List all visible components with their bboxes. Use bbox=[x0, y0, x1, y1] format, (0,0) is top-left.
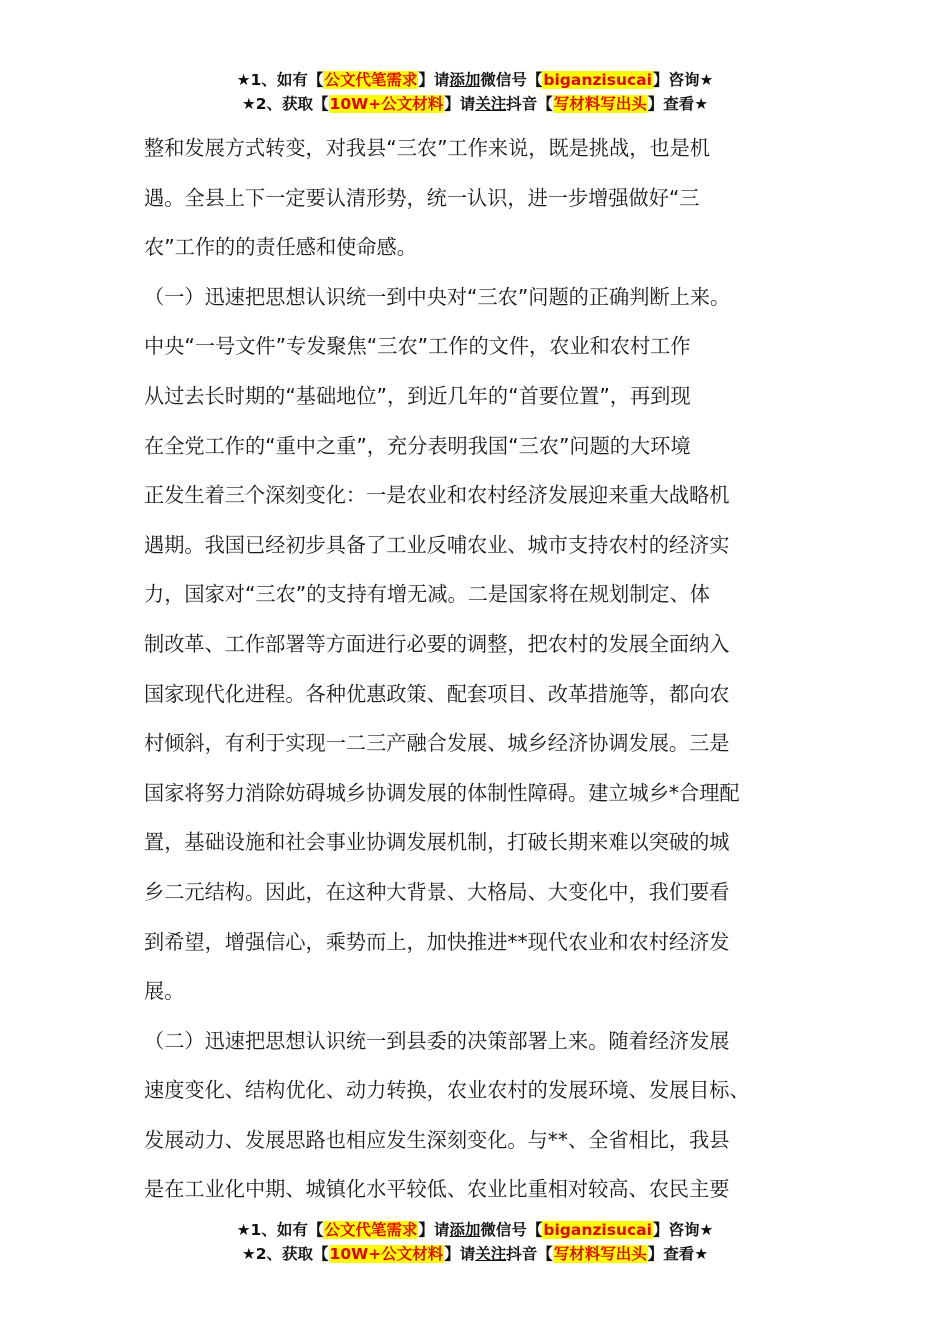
banner-text: 抖音【 bbox=[506, 95, 553, 113]
text-line: 国家将努力消除妨碍城乡协调发展的体制性障碍。建立城乡*合理配 bbox=[144, 780, 740, 805]
text-line: 置，基础设施和社会事业协调发展机制，打破长期来难以突破的城 bbox=[144, 830, 730, 855]
text-line: 速度变化、结构优化、动力转换，农业农村的发展环境、发展目标、 bbox=[144, 1078, 750, 1103]
text-line: 整和发展方式转变，对我县“三农”工作来说，既是挑战，也是机 bbox=[144, 136, 710, 160]
banner-line-2 bbox=[0, 92, 950, 116]
text-line: 发展动力、发展思路也相应发生深刻变化。与**、全省相比，我县 bbox=[144, 1127, 730, 1152]
text-line: 是在工业化中期、城镇化水平较低、农业比重相对较高、农民主要 bbox=[144, 1177, 730, 1202]
banner-text: 】咨询★ bbox=[652, 71, 714, 89]
section-heading-2: （二）迅速把思想认识统一到县委的决策部署上来。随着经济发展 bbox=[144, 1028, 730, 1053]
banner-text: 】请 bbox=[418, 71, 450, 89]
highlight-service: 公文代笔需求 bbox=[324, 1221, 418, 1239]
highlight-douyin-account: 写材料写出头 bbox=[553, 95, 647, 113]
banner-text: ★1、如有【 bbox=[236, 1221, 324, 1239]
banner-text: 微信号【 bbox=[480, 1221, 543, 1239]
banner-text: 微信号【 bbox=[480, 71, 543, 89]
highlight-douyin-account: 写材料写出头 bbox=[553, 1245, 647, 1263]
text-line: 在全党工作的“重中之重”，充分表明我国“三农”问题的大环境 bbox=[144, 433, 691, 458]
highlight-materials: 10W+公文材料 bbox=[329, 1245, 444, 1263]
text-line: 展。 bbox=[144, 979, 185, 1004]
banner-text: ★2、获取【 bbox=[241, 1245, 329, 1263]
banner-text: 】咨询★ bbox=[652, 1221, 714, 1239]
banner-line-1 bbox=[0, 1218, 950, 1242]
text-line: 村倾斜，有利于实现一二三产融合发展、城乡经济协调发展。三是 bbox=[144, 731, 730, 756]
header-banner bbox=[0, 68, 950, 116]
highlight-service: 公文代笔需求 bbox=[324, 71, 418, 89]
banner-emphasis: 添加 bbox=[449, 1221, 481, 1239]
banner-line-1 bbox=[0, 68, 950, 92]
highlight-wechat-id: biganzisucai bbox=[543, 1221, 652, 1239]
text-line: 遇。全县上下一定要认清形势，统一认识，进一步增强做好“三 bbox=[144, 185, 700, 210]
section-heading-1: （一）迅速把思想认识统一到中央对“三农”问题的正确判断上来。 bbox=[144, 284, 731, 309]
text-line: 力，国家对“三农”的支持有增无减。二是国家将在规划制定、体 bbox=[144, 582, 710, 607]
text-line: 农”工作的的责任感和使命感。 bbox=[144, 235, 417, 260]
banner-emphasis: 添加 bbox=[449, 71, 481, 89]
body-text bbox=[144, 124, 820, 1215]
text-line: 乡二元结构。因此，在这种大背景、大格局、大变化中，我们要看 bbox=[144, 879, 730, 904]
text-line: 到希望，增强信心，乘势而上，加快推进**现代农业和农村经济发 bbox=[144, 929, 730, 954]
banner-text: 】请 bbox=[444, 1245, 476, 1263]
footer-banner bbox=[0, 1218, 950, 1266]
banner-text: 】请 bbox=[444, 95, 476, 113]
banner-text: 】查看★ bbox=[647, 95, 709, 113]
text-line: 从过去长时期的“基础地位”，到近几年的“首要位置”，再到现 bbox=[144, 383, 691, 408]
text-line: 正发生着三个深刻变化：一是农业和农村经济发展迎来重大战略机 bbox=[144, 483, 730, 508]
banner-text: 】查看★ bbox=[647, 1245, 709, 1263]
text-line: 中央“一号文件”专发聚焦“三农”工作的文件，农业和农村工作 bbox=[144, 334, 691, 359]
banner-emphasis: 关注 bbox=[475, 95, 507, 113]
banner-text: ★2、获取【 bbox=[241, 95, 329, 113]
banner-emphasis: 关注 bbox=[475, 1245, 507, 1263]
banner-text: 】请 bbox=[418, 1221, 450, 1239]
highlight-wechat-id: biganzisucai bbox=[543, 71, 652, 89]
text-line: 国家现代化进程。各种优惠政策、配套项目、改革措施等，都向农 bbox=[144, 681, 730, 706]
banner-text: ★1、如有【 bbox=[236, 71, 324, 89]
text-line: 遇期。我国已经初步具备了工业反哺农业、城市支持农村的经济实 bbox=[144, 532, 730, 557]
highlight-materials: 10W+公文材料 bbox=[329, 95, 444, 113]
banner-line-2 bbox=[0, 1242, 950, 1266]
text-line: 制改革、工作部署等方面进行必要的调整，把农村的发展全面纳入 bbox=[144, 631, 730, 656]
banner-text: 抖音【 bbox=[506, 1245, 553, 1263]
